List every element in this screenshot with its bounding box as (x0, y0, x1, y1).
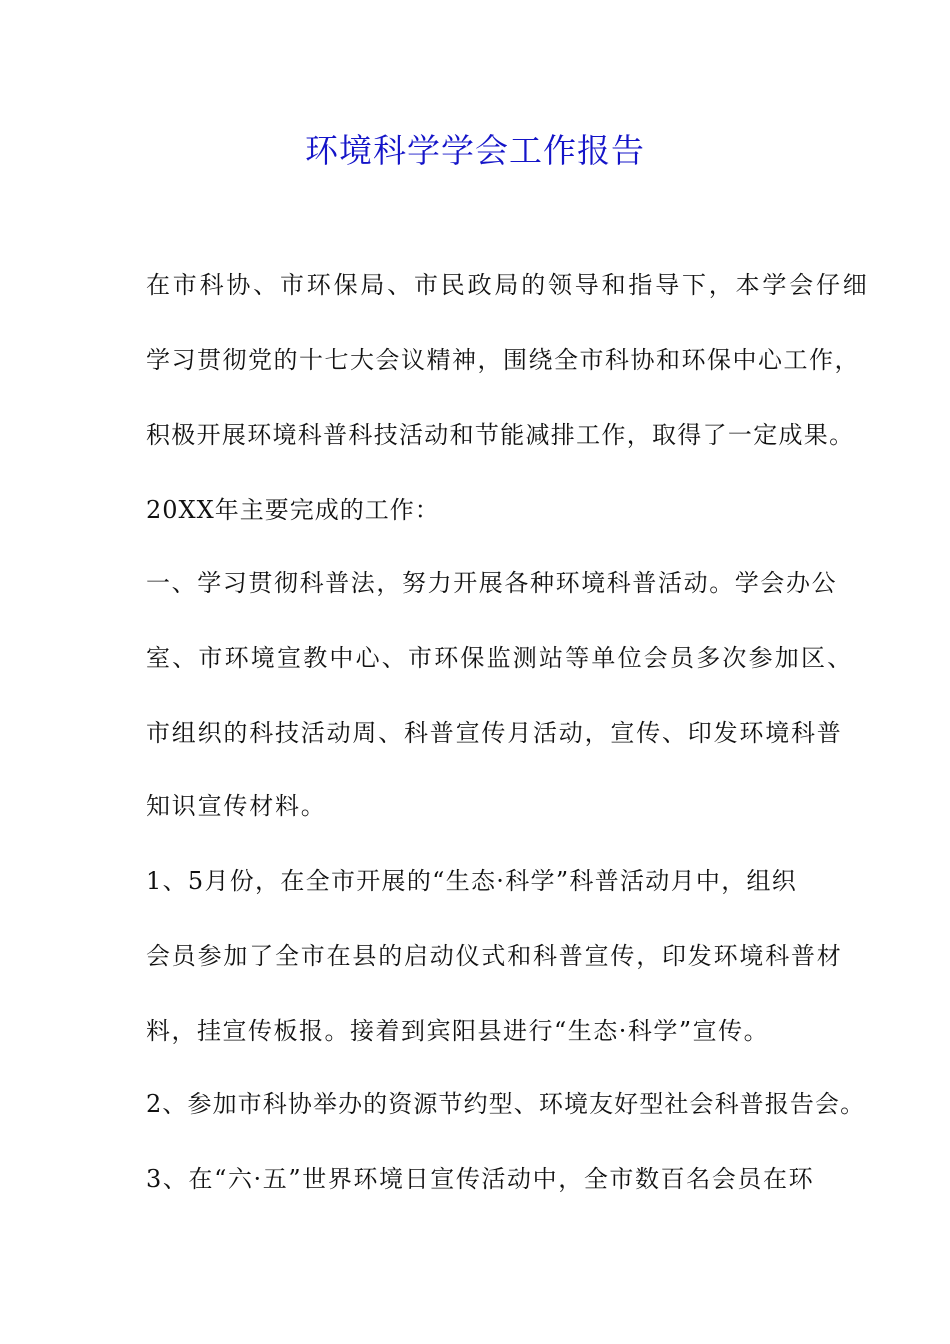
body-line-9: 1、5月份，在全市开展的“生态·科学”科普活动月中，组织 (146, 867, 798, 895)
body-line-11: 料，挂宣传板报。接着到宾阳县进行“生态·科学”宣传。 (146, 1017, 770, 1045)
body-line-2: 学习贯彻党的十七大会议精神，围绕全市科协和环保中心工作， (146, 346, 860, 374)
document-title: 环境科学学会工作报告 (305, 131, 645, 170)
body-line-6: 室、市环境宣教中心、市环保监测站等单位会员多次参加区、 (146, 644, 854, 672)
body-line-10: 会员参加了全市在县的启动仪式和科普宣传，印发环境科普材 (146, 942, 843, 970)
body-line-8: 知识宣传材料。 (146, 792, 327, 820)
body-line-4: 20XX年主要完成的工作： (146, 496, 440, 524)
body-line-13: 3、在“六·五”世界环境日宣传活动中，全市数百名会员在环 (146, 1165, 815, 1193)
body-line-1: 在市科协、市环保局、市民政局的领导和指导下，本学会仔细 (146, 271, 870, 299)
body-line-5: 一、学习贯彻科普法，努力开展各种环境科普活动。学会办公 (146, 569, 838, 597)
body-line-12: 2、参加市科协举办的资源节约型、环境友好型社会科普报告会。 (146, 1090, 866, 1118)
body-line-7: 市组织的科技活动周、科普宣传月活动，宣传、印发环境科普 (146, 719, 843, 747)
body-line-3: 积极开展环境科普科技活动和节能减排工作，取得了一定成果。 (146, 421, 855, 449)
